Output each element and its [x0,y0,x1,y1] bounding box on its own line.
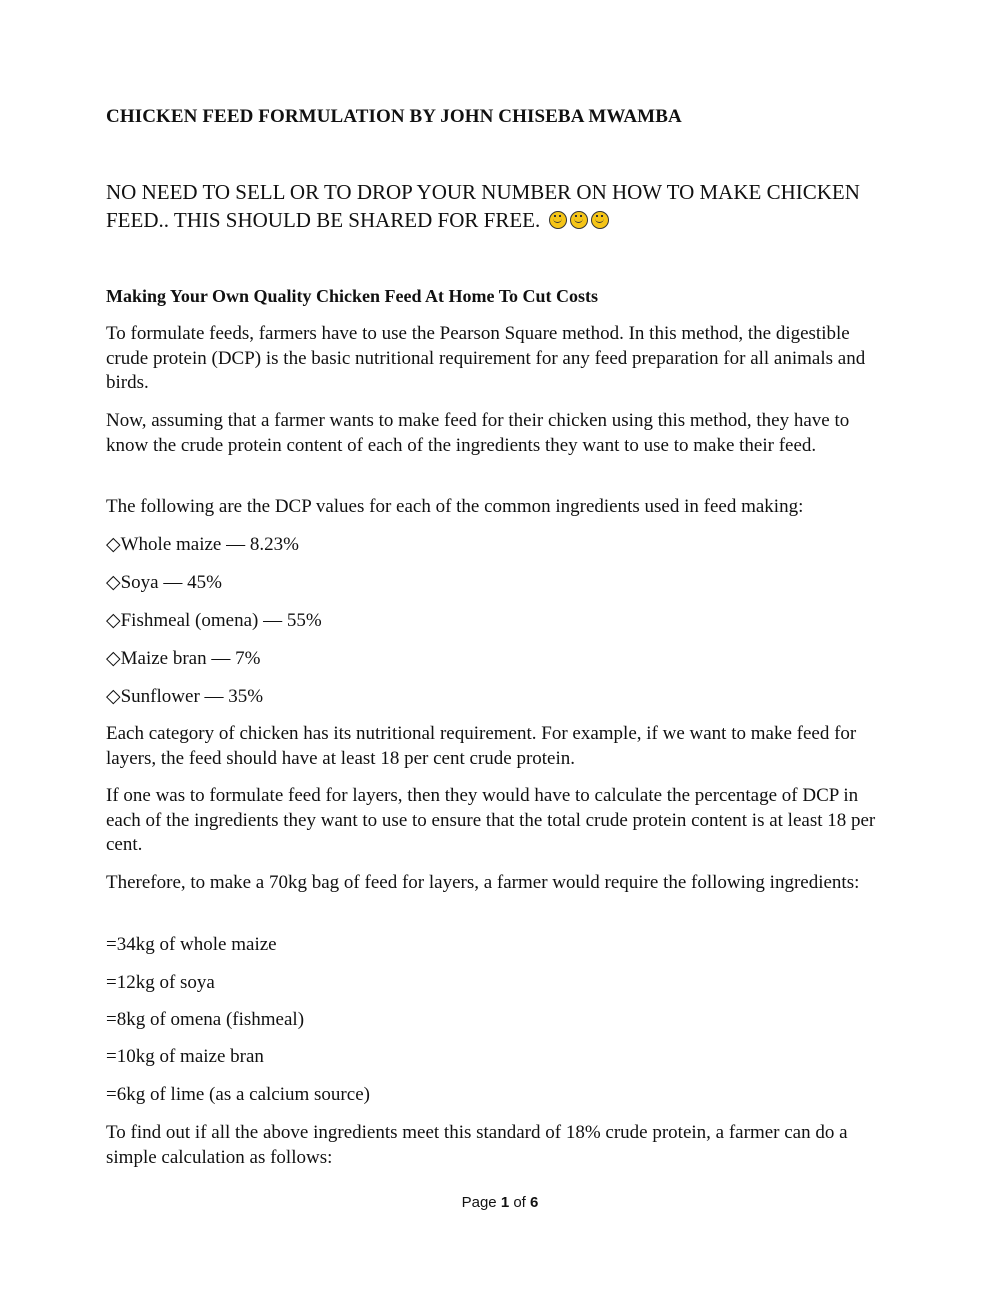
total-page-number: 6 [530,1194,539,1211]
dcp-list-item: ◇Soya — 45% [106,572,222,593]
paragraph: To find out if all the above ingredients meet this standard of 18% crude protein, a farmer can do a simple calculation as follows: [106,1122,848,1168]
current-page-number: 1 [500,1194,510,1211]
dcp-list-item: ◇Fishmeal (omena) — 55% [106,610,322,631]
ingredient-list-item: =8kg of omena (fishmeal) [106,1009,305,1030]
dcp-list-item: ◇Sunflower — 35% [106,686,264,707]
page-footer [0,1194,1000,1211]
paragraph: Each category of chicken has its nutritional requirement. For example, if we want to make feed for layers, the feed should have at least 18 per cent crude protein. [106,723,857,769]
paragraph: Therefore, to make a 70kg bag of feed for layers, a farmer would require the following ingredients: [106,872,860,893]
ingredient-list-item: =12kg of soya [106,972,215,993]
paragraph: The following are the DCP values for each of the common ingredients used in feed making: [106,496,804,517]
dcp-list-item: ◇Maize bran — 7% [106,648,261,669]
page-label: Page [461,1194,497,1211]
paragraph: To formulate feeds, farmers have to use the Pearson Square method. In this method, the digestible crude protein (DCP) is the basic nutritional requirement for any feed preparation for all animals and birds. [106,323,866,393]
laughing-emoji-icon [549,211,567,229]
laughing-emoji-icon [591,211,609,229]
ingredient-list-item: =34kg of whole maize [106,934,277,955]
paragraph: If one was to formulate feed for layers, then they would have to calculate the percentage of DCP in each of the ingredients they want to use to ensure that the total crude protein content is at least 18 per cent. [106,785,876,855]
ingredient-list-item: =6kg of lime (as a calcium source) [106,1084,370,1105]
document-title: CHICKEN FEED FORMULATION BY JOHN CHISEBA MWAMBA [106,106,682,127]
ingredient-list-item: =10kg of maize bran [106,1046,264,1067]
section-heading: Making Your Own Quality Chicken Feed At Home To Cut Costs [106,286,599,306]
laughing-emoji-icon [570,211,588,229]
dcp-list-item: ◇Whole maize — 8.23% [106,534,299,555]
free-share-notice [106,178,896,234]
paragraph: Now, assuming that a farmer wants to make feed for their chicken using this method, they have to know the crude protein content of each of the ingredients they want to use to make their feed. [106,410,850,456]
page-of-label: of [513,1194,526,1211]
notice-text: NO NEED TO SELL OR TO DROP YOUR NUMBER ON HOW TO MAKE CHICKEN FEED.. THIS SHOULD BE SHARED FOR FREE. [106,180,860,232]
